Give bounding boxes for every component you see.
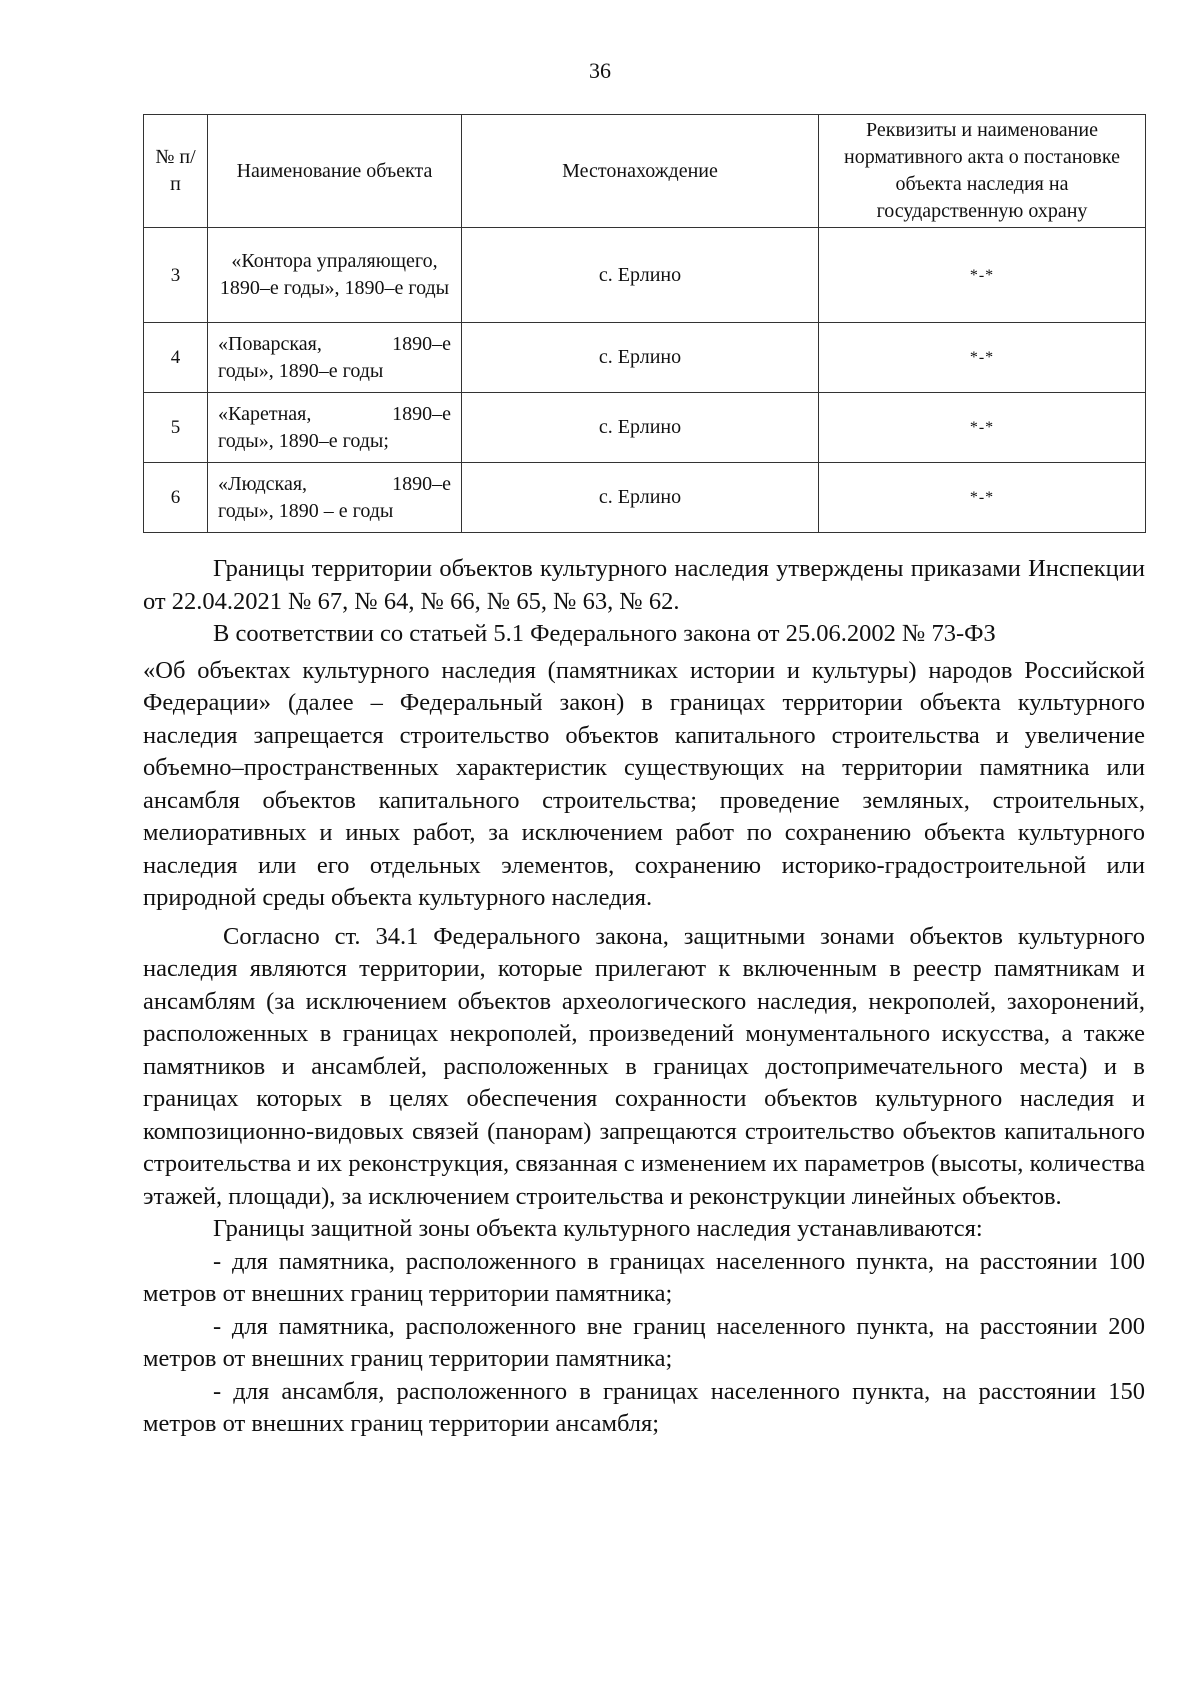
header-name: Наименование объекта [208,115,462,228]
paragraph-federal-law-body: «Об объектах культурного наследия (памятниках истории и культуры) народов Российской Федерации» (далее – Федеральный закон) в границах территории объекта культурного наследия запрещается строительство объектов капитального строительства и увеличение объемно–пространственных характеристик существующих на территории памятника или ансамбля объектов капитального строительства; проведение земляных, строительных, мелиоративных и иных работ, за исключением работ по сохранению объекта культурного наследия или его отдельных элементов, сохранению историко-градостроительной или природной среды объекта культурного наследия. [143,656,1145,911]
cell-name [208,393,462,463]
paragraph-protective-zones: Согласно ст. 34.1 Федерального закона, защитными зонами объектов культурного наследия являются территории, которые прилегают к включенным в реестр памятникам и ансамблям (за исключением объектов археологического наследия, некрополей, захоронений, расположенных в границах некрополей, произведений монументального искусства, а также памятников и ансамблей, расположенных в границах достопримечательного места) и в границах которых в целях обеспечения сохранности объектов культурного наследия и композиционно-видовых связей (панорам) запрещаются строительство объектов капитального строительства и их реконструкция, связанная с изменением их параметров (высоты, количества этажей, площади), за исключением строительства и реконструкции линейных объектов. [143,922,1145,1210]
list-item: - для памятника, расположенного вне границ населенного пункта, на расстоянии 200 метров от внешних границ территории памятника; [143,1312,1145,1372]
cell-requisites: *-* [819,393,1146,463]
cell-name-line: годы», 1890–е годы; [218,429,389,452]
cell-name-line: «Людская, 1890–е [218,472,451,495]
table-row [144,323,1146,393]
paragraph-territory-borders: Границы территории объектов культурного наследия утверждены приказами Инспекции от 22.04.2021 № 67, № 64, № 66, № 65, № 63, № 62. [143,555,1145,615]
list-item: - для ансамбля, расположенного в границах населенного пункта, на расстоянии 150 метров от внешних границ территории ансамбля; [143,1377,1145,1437]
table-row [144,463,1146,533]
table-header-row [144,115,1146,228]
cell-name [208,463,462,533]
table-row [144,228,1146,323]
list-item: - для памятника, расположенного в границах населенного пункта, на расстоянии 100 метров от внешних границ территории памятника; [143,1247,1145,1307]
cell-name: «Контора упраляющего, 1890–е годы», 1890–е годы [208,228,462,323]
cell-requisites: *-* [819,228,1146,323]
cell-num: 6 [144,463,208,533]
cell-location: с. Ерлино [462,393,819,463]
document-body [143,553,1145,1441]
cell-location: с. Ерлино [462,323,819,393]
cell-name-line: годы», 1890–е годы [218,359,384,382]
cell-location: с. Ерлино [462,228,819,323]
header-requisites: Реквизиты и наименование нормативного акта о постановке объекта наследия на государственную охрану [819,115,1146,228]
paragraph-zone-borders-intro: Границы защитной зоны объекта культурного наследия устанавливаются: [213,1215,983,1242]
cell-name-line: «Каретная, 1890–е [218,402,451,425]
paragraph-federal-law-lead: В соответствии со статьей 5.1 Федерального закона от 25.06.2002 № 73-ФЗ [213,620,996,647]
header-location: Местонахождение [462,115,819,228]
cell-name-line: «Поварская, 1890–е [218,332,451,355]
cell-requisites: *-* [819,323,1146,393]
cell-name-line: годы», 1890 – е годы [218,499,394,522]
heritage-objects-table [143,114,1146,533]
cell-name [208,323,462,393]
header-num: № п/п [144,115,208,228]
cell-num: 3 [144,228,208,323]
page-number: 36 [589,58,611,83]
cell-num: 4 [144,323,208,393]
cell-requisites: *-* [819,463,1146,533]
cell-num: 5 [144,393,208,463]
table-row [144,393,1146,463]
cell-location: с. Ерлино [462,463,819,533]
